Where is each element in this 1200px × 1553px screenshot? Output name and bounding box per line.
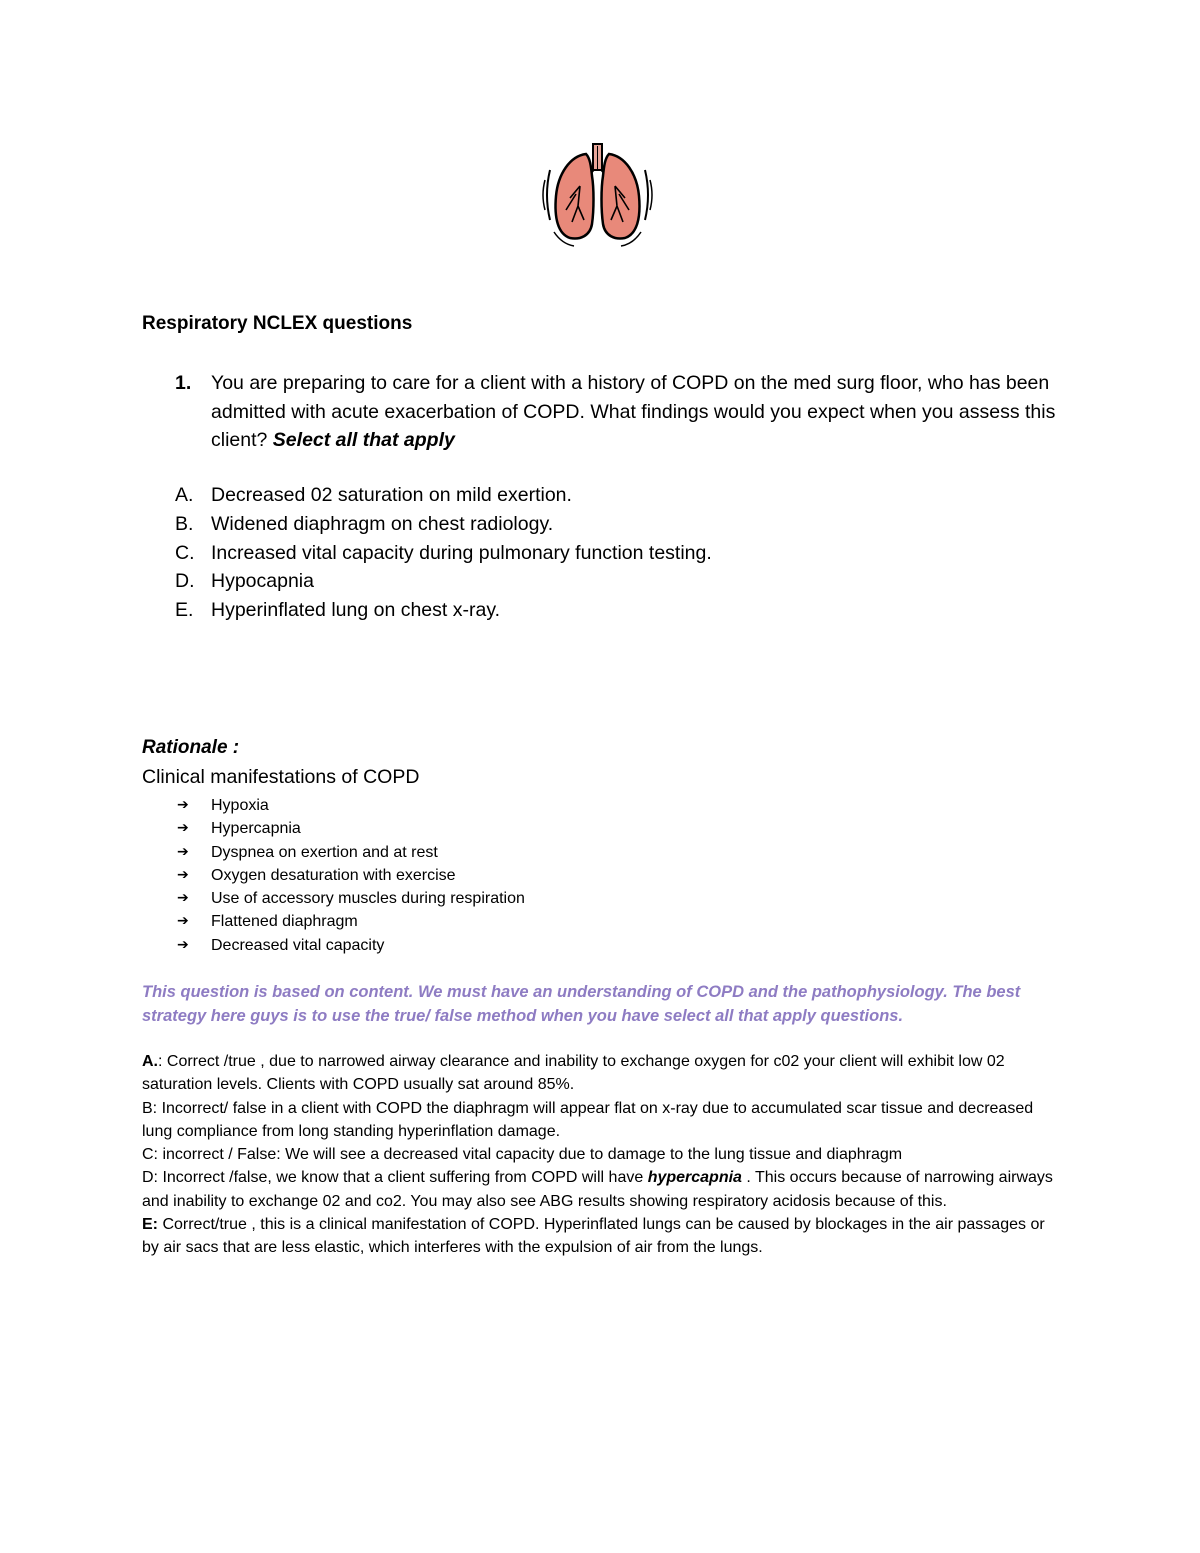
arrow-icon: ➔: [177, 890, 189, 907]
list-item-text: Use of accessory muscles during respiration: [211, 890, 525, 908]
list-item-text: Dyspnea on exertion and at rest: [211, 843, 438, 861]
rationale-heading: Rationale :: [142, 737, 240, 758]
option-a: [142, 481, 1062, 510]
option-d: [142, 567, 1062, 596]
arrow-icon: ➔: [177, 866, 189, 883]
question-1: [142, 369, 1062, 455]
manifestations-heading: Clinical manifestations of COPD: [142, 766, 420, 788]
option-text: Hypocapnia: [211, 570, 314, 593]
question-number: 1.: [175, 372, 192, 394]
list-item-text: Hypoxia: [211, 797, 269, 814]
page-title: Respiratory NCLEX questions: [142, 313, 413, 334]
list-item-text: Flattened diaphragm: [211, 913, 358, 931]
list-item-text: Oxygen desaturation with exercise: [211, 866, 456, 884]
option-text: Widened diaphragm on chest radiology.: [211, 512, 554, 535]
answer-e-label: E:: [142, 1216, 158, 1234]
answer-d-text-after: . This occurs because of narrowing airways and inability to exchange 02 and co2. You may also see ABG results showing respiratory acidosis because of this.: [142, 1169, 1053, 1210]
arrow-icon: ➔: [177, 820, 189, 837]
option-letter: C.: [175, 541, 195, 564]
question-instruction: Select all that apply: [272, 429, 455, 451]
answer-e-text: Correct/true , this is a clinical manifestation of COPD. Hyperinflated lungs can be caused by blockages in the air passages or by air sacs that are less elastic, which interferes with the expulsion of air from the lungs.: [142, 1216, 1045, 1257]
answer-options: [142, 481, 1062, 625]
list-item: [142, 934, 1042, 957]
option-c: [142, 539, 1062, 568]
list-item-text: Decreased vital capacity: [211, 936, 385, 954]
question-body: You are preparing to care for a client with a history of COPD on the med surg floor, who has been admitted with acute exacerbation of COPD. What findings would you expect when you assess this client?: [211, 372, 1056, 451]
answer-e: [142, 1213, 1062, 1260]
arrow-icon: ➔: [177, 913, 189, 930]
answer-a-text: : Correct /true , due to narrowed airway clearance and inability to exchange oxygen for c02 your client will exhibit low 02 saturation levels. Clients with COPD usually sat around 85%.: [142, 1053, 1005, 1094]
answer-d: [142, 1166, 1062, 1213]
option-letter: D.: [175, 570, 195, 593]
question-text: [211, 369, 1062, 455]
option-letter: B.: [175, 512, 194, 535]
list-item: [142, 864, 1042, 887]
option-text: Increased vital capacity during pulmonary function testing.: [211, 541, 712, 564]
list-item: [142, 910, 1042, 933]
list-item: [142, 841, 1042, 864]
option-b: [142, 510, 1062, 539]
answer-a-label: A.: [142, 1053, 158, 1070]
option-e: [142, 596, 1062, 625]
option-text: Decreased 02 saturation on mild exertion.: [211, 484, 572, 506]
option-letter: A.: [175, 484, 194, 506]
answer-explanations: [142, 1050, 1062, 1260]
option-text: Hyperinflated lung on chest x-ray.: [211, 599, 501, 622]
list-item: [142, 817, 1042, 840]
manifestations-list: [142, 794, 1042, 957]
answer-a: [142, 1050, 1062, 1097]
answer-b: B: Incorrect/ false in a client with COPD the diaphragm will appear flat on x-ray due to accumulated scar tissue and decreased lung compliance from long standing hyperinflation damage.: [142, 1099, 1034, 1140]
answer-d-emphasis: hypercapnia: [647, 1169, 742, 1187]
answer-c: C: incorrect / False: We will see a decreased vital capacity due to damage to the lung tissue and diaphragm: [142, 1146, 903, 1164]
list-item: [142, 887, 1042, 910]
arrow-icon: ➔: [177, 936, 189, 953]
option-letter: E.: [175, 599, 194, 622]
list-item-text: Hypercapnia: [211, 820, 301, 838]
list-item: [142, 794, 1042, 817]
lungs-icon: [540, 140, 655, 250]
arrow-icon: ➔: [177, 843, 189, 860]
strategy-note: This question is based on content. We must have an understanding of COPD and the pathophysiology. The best strategy here guys is to use the true/ false method when you have select all that apply questions.: [142, 983, 1021, 1025]
answer-d-text-before: D: Incorrect /false, we know that a client suffering from COPD will have: [142, 1169, 648, 1187]
arrow-icon: ➔: [177, 797, 189, 813]
